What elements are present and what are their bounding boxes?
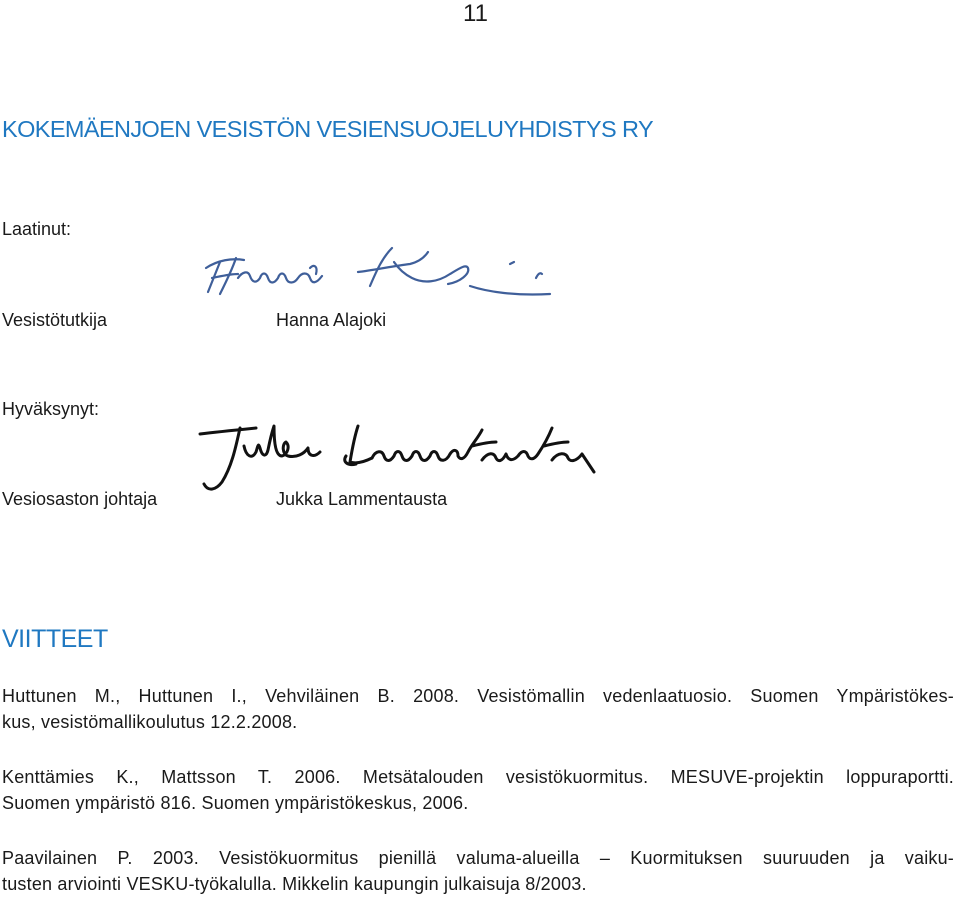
reference-item [2,845,954,897]
prepared-label: Laatinut: [2,219,72,239]
reference-line: Kenttämies K., Mattsson T. 2006. Metsätalouden vesistökuormitus. MESUVE-projektin loppuraportti. [2,767,954,787]
approved-role: Vesiosaston johtaja [2,489,158,509]
signature-jukka-lammentausta [196,416,596,496]
reference-line: Huttunen M., Huttunen I., Vehviläinen B. 2008. Vesistömallin vedenlaatuosio. Suomen Ympäristökes- [2,686,954,706]
signature-hanna-alajoki [198,238,558,300]
prepared-name: Hanna Alajoki [276,310,387,330]
reference-line: Paavilainen P. 2003. Vesistökuormitus pienillä valuma-alueilla – Kuormituksen suuruuden ja vaiku- [2,848,954,868]
organization-title: KOKEMÄENJOEN VESISTÖN VESIENSUOJELUYHDISTYS RY [2,116,654,142]
reference-item [2,764,954,816]
reference-line: kus, vesistömallikoulutus 12.2.2008. [2,712,298,732]
reference-line: Suomen ympäristö 816. Suomen ympäristökeskus, 2006. [2,793,469,813]
approved-label: Hyväksynyt: [2,399,100,419]
reference-item [2,683,954,735]
prepared-role: Vesistötutkija [2,310,108,330]
page-number: 11 [463,0,488,27]
reference-line: tusten arviointi VESKU-työkalulla. Mikkelin kaupungin julkaisuja 8/2003. [2,874,587,894]
approved-name: Jukka Lammentausta [276,489,448,509]
references-heading: VIITTEET [2,625,108,653]
